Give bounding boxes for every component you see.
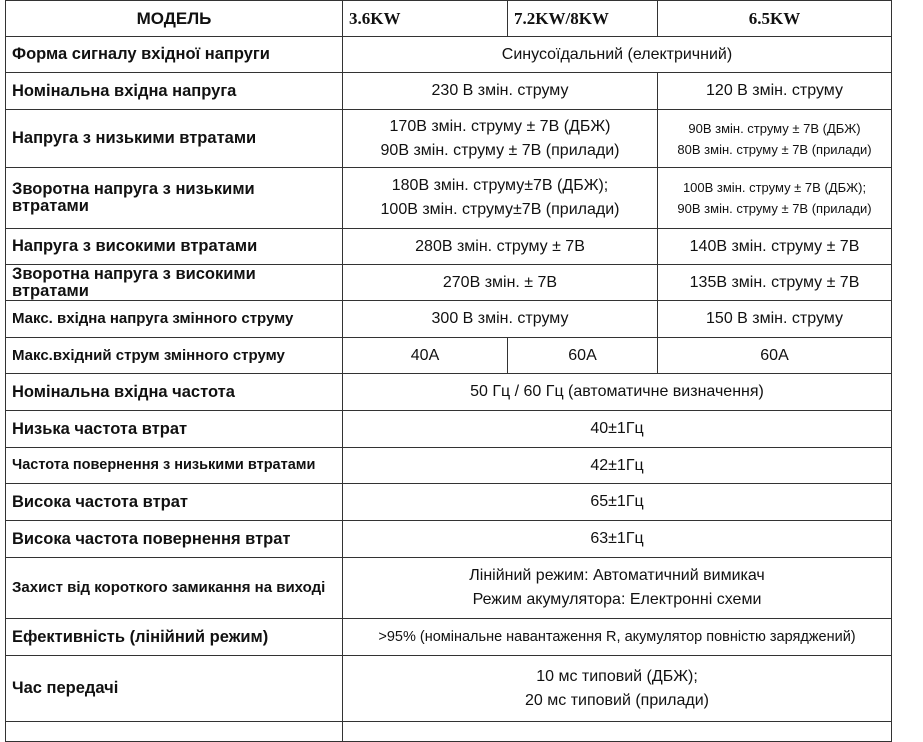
value-line: 90В змін. струму ± 7В (прилади) [677, 201, 872, 216]
spec-table [5, 0, 892, 742]
row-label: Частота повернення з низькими втратами [6, 448, 343, 484]
row-value: 63±1Гц [343, 521, 892, 558]
row-value [658, 110, 892, 168]
table-row [6, 265, 892, 301]
row-value: 280В змін. струму ± 7В [343, 229, 658, 265]
header-row [6, 1, 892, 37]
table-row [6, 411, 892, 448]
value-line: 80В змін. струму ± 7В (прилади) [677, 141, 872, 157]
table-row [6, 229, 892, 265]
row-value: 40A [343, 338, 508, 374]
table-row [6, 448, 892, 484]
row-value: 42±1Гц [343, 448, 892, 484]
row-value: 120 В змін. струму [658, 73, 892, 110]
row-value: 60A [508, 338, 658, 374]
row-value: 60A [658, 338, 892, 374]
table-row [6, 168, 892, 229]
table-row [6, 484, 892, 521]
row-value: >95% (номінальне навантаження R, акумулятор повністю заряджений) [343, 619, 892, 656]
row-value: 140В змін. струму ± 7В [658, 229, 892, 265]
table-row-partial [6, 722, 892, 742]
table-row [6, 338, 892, 374]
row-value [658, 168, 892, 229]
table-row [6, 619, 892, 656]
row-label-empty [6, 722, 343, 742]
value-line: 170В змін. струму ± 7В (ДБЖ) [389, 117, 611, 135]
table-row [6, 558, 892, 619]
row-value: 270В змін. ± 7В [343, 265, 658, 301]
row-label: Захист від короткого замикання на виході [6, 558, 343, 619]
row-value-empty [343, 722, 892, 742]
value-line: Режим акумулятора: Електронні схеми [472, 591, 762, 608]
table-row [6, 521, 892, 558]
row-label: Напруга з високими втратами [6, 229, 343, 265]
row-label: Зворотна напруга з низькими втратами [6, 168, 343, 229]
row-value: Синусоїдальний (електричний) [343, 37, 892, 73]
row-value: 150 В змін. струму [658, 301, 892, 338]
value-line: 90В змін. струму ± 7В (прилади) [380, 141, 620, 159]
row-value: 40±1Гц [343, 411, 892, 448]
row-label: Форма сигналу вхідної напруги [6, 37, 343, 73]
row-label: Напруга з низькими втратами [6, 110, 343, 168]
row-label: Низька частота втрат [6, 411, 343, 448]
row-value [343, 110, 658, 168]
value-line: 100В змін. струму±7В (прилади) [380, 201, 620, 218]
table-row [6, 374, 892, 411]
table-row [6, 110, 892, 168]
row-label: Номінальна вхідна напруга [6, 73, 343, 110]
value-line: 90В змін. струму ± 7В (ДБЖ) [688, 120, 861, 136]
table-row [6, 656, 892, 722]
value-line: Лінійний режим: Автоматичний вимикач [469, 567, 765, 584]
row-label: Макс. вхідна напруга змінного струму [6, 301, 343, 338]
row-value [343, 168, 658, 229]
value-line: 100В змін. струму ± 7В (ДБЖ); [682, 180, 867, 195]
row-value [343, 656, 892, 722]
row-value [343, 558, 892, 619]
row-value: 135В змін. струму ± 7В [658, 265, 892, 301]
table-row [6, 73, 892, 110]
header-3-6kw: 3.6KW [343, 1, 508, 37]
row-value: 65±1Гц [343, 484, 892, 521]
value-line: 10 мс типовий (ДБЖ); [536, 667, 698, 685]
value-line: 180В змін. струму±7В (ДБЖ); [391, 177, 609, 194]
model-header: МОДЕЛЬ [6, 1, 343, 37]
row-label: Час передачі [6, 656, 343, 722]
table-row [6, 301, 892, 338]
row-label: Зворотна напруга з високими втратами [6, 265, 343, 301]
row-label: Висока частота повернення втрат [6, 521, 343, 558]
table-row [6, 37, 892, 73]
row-label: Ефективність (лінійний режим) [6, 619, 343, 656]
row-value: 50 Гц / 60 Гц (автоматичне визначення) [343, 374, 892, 411]
header-6-5kw: 6.5KW [658, 1, 892, 37]
row-label: Висока частота втрат [6, 484, 343, 521]
row-value: 230 В змін. струму [343, 73, 658, 110]
row-label: Номінальна вхідна частота [6, 374, 343, 411]
row-value: 300 В змін. струму [343, 301, 658, 338]
header-7-2kw-8kw: 7.2KW/8KW [508, 1, 658, 37]
value-line: 20 мс типовий (прилади) [525, 691, 709, 709]
row-label: Макс.вхідний струм змінного струму [6, 338, 343, 374]
